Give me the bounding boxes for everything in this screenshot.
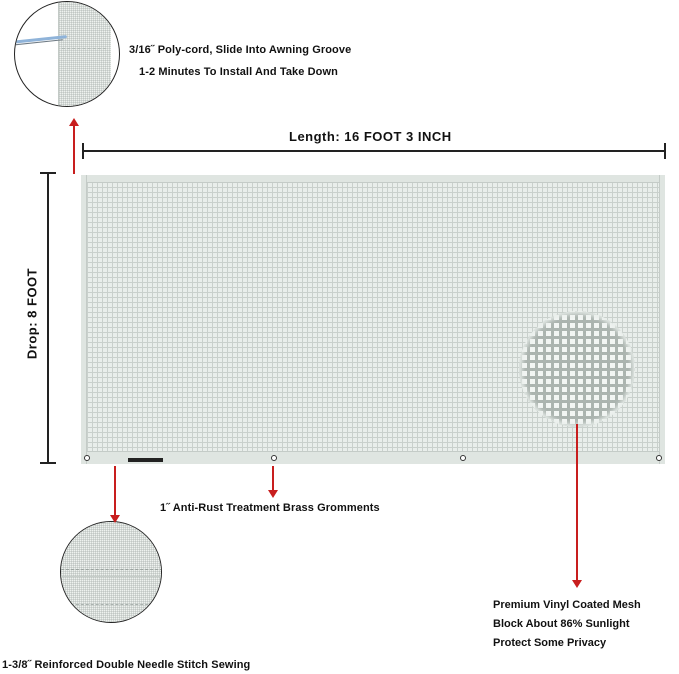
stitch-seam-line <box>61 569 162 570</box>
grommet-icon <box>271 455 277 461</box>
mesh-magnified-circle <box>519 311 635 427</box>
product-tag <box>128 458 163 462</box>
mesh-callout <box>493 596 641 653</box>
stitch-hem-edge <box>61 604 162 605</box>
polycord-fabric-strip <box>58 1 111 107</box>
grommet-icon <box>84 455 90 461</box>
drop-label: Drop: 8 FOOT <box>24 267 40 360</box>
polycord-callout-line2: 1-2 Minutes To Install And Take Down <box>139 66 338 78</box>
stitch-detail-circle <box>60 521 162 623</box>
screen-right-hem <box>659 175 665 464</box>
stitch-callout: 1-3/8˝ Reinforced Double Needle Stitch Sewing <box>2 659 251 671</box>
screen-left-hem <box>81 175 87 464</box>
mesh-callout-line2: Block About 86% Sunlight <box>493 618 630 630</box>
grommet-icon <box>656 455 662 461</box>
mesh-callout-line3: Protect Some Privacy <box>493 637 607 649</box>
length-dimension-line <box>83 143 665 159</box>
mesh-callout-line1: Premium Vinyl Coated Mesh <box>493 599 641 611</box>
polycord-callout-line1: 3/16˝ Poly-cord, Slide Into Awning Groove <box>129 44 352 56</box>
stitch-fabric <box>61 522 162 623</box>
grommets-callout: 1˝ Anti-Rust Treatment Brass Gromments <box>160 502 380 514</box>
drop-label-wrap <box>0 267 92 360</box>
grommet-icon <box>460 455 466 461</box>
screen-bottom-hem <box>81 451 665 464</box>
length-label: Length: 16 FOOT 3 INCH <box>289 129 452 144</box>
polycord-detail-circle <box>14 1 120 107</box>
stitch-seam-line-2 <box>61 576 162 577</box>
screen-top-hem <box>81 175 665 183</box>
polycord-hem-stitch <box>62 48 106 49</box>
